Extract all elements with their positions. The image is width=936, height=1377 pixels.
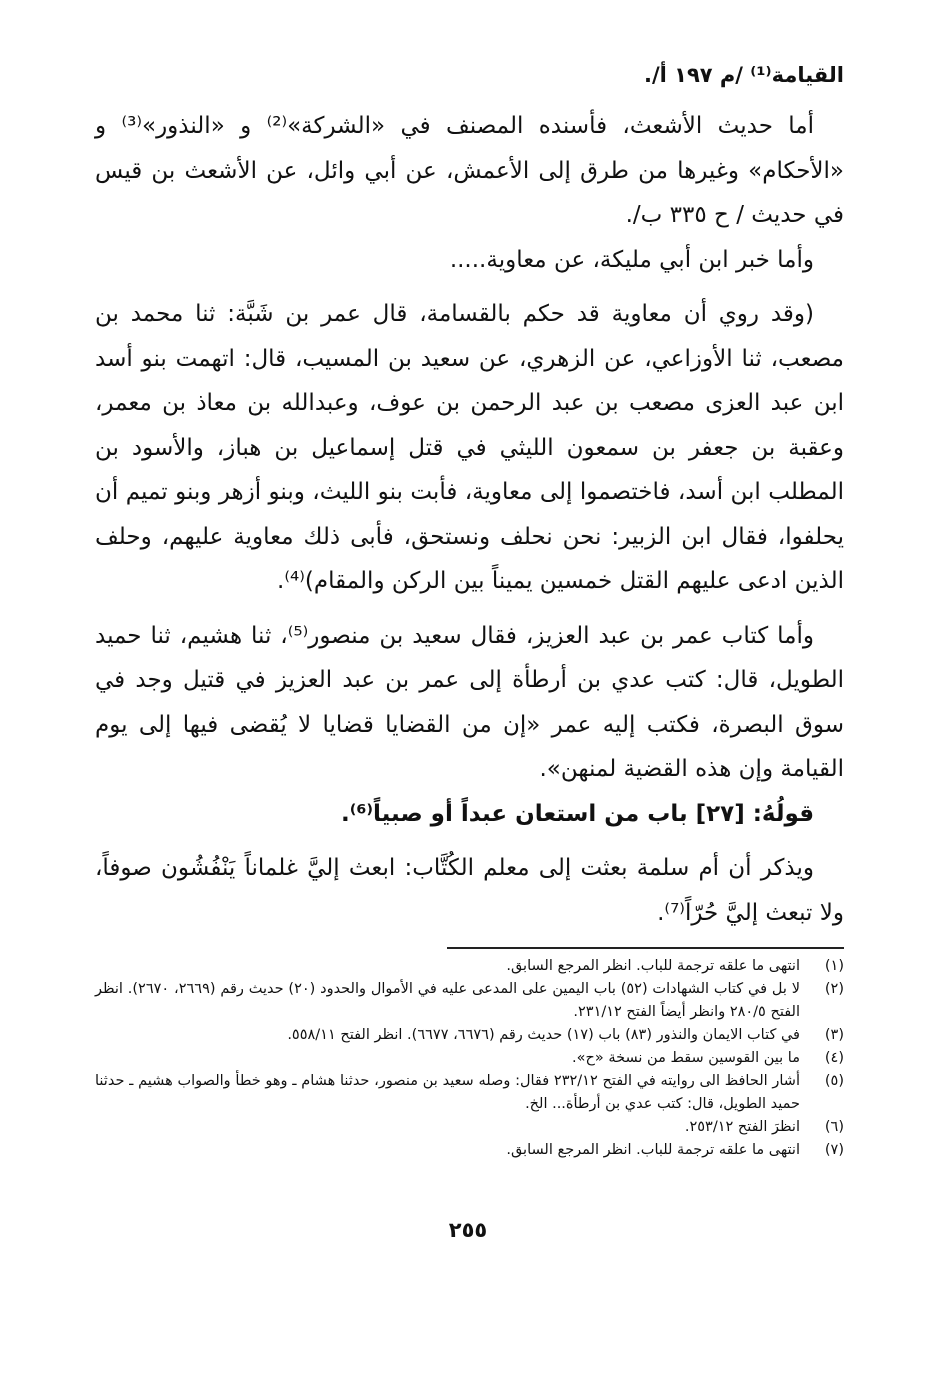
page-header: القيامة⁽¹⁾ /م ١٩٧ أ/. (643, 63, 844, 87)
footnote-text: انتهى ما علقه ترجمة للباب. انظر المرجع السابق. (506, 958, 800, 974)
footnote-text: في كتاب الايمان والنذور (٨٣) باب (١٧) حديث رقم (٦٦٧٦، ٦٦٧٧). انظر الفتح ٥٥٨/١١. (287, 1027, 800, 1043)
footnote-number: (٢) (824, 981, 844, 997)
footnote-1 (95, 955, 844, 978)
paragraph-umar-abdulaziz: وأما كتاب عمر بن عبد العزيز، فقال سعيد بن منصور⁽⁵⁾، ثنا هشيم، ثنا حميد الطويل، قال: كتب عدي بن أرطأة إلى عمر بن عبد العزيز في قتيل وجد في سوق البصرة، فكتب إليه عمر «إن من القضايا قضايا لا يُقضى فيها إلى يوم القيامة وإن هذه القضية لمنهن». (95, 622, 844, 782)
page-number: ٢٥٥ (448, 1218, 488, 1242)
footnote-5 (95, 1070, 844, 1116)
paragraph-umm-salama: ويذكر أن أم سلمة بعثت إلى معلم الكُتَّاب: ابعث إليَّ غلماناً يَنْفُشُون صوفاً، ولا تبعث إليَّ حُرّاً⁽⁷⁾. (95, 855, 844, 926)
footnote-number: (٦) (824, 1119, 844, 1135)
footnote-6 (95, 1116, 844, 1139)
paragraph-ibn-abi-mulaika: وأما خبر ابن أبي مليكة، عن معاوية..... (449, 246, 814, 273)
footnote-text: انتهى ما علقه ترجمة للباب. انظر المرجع السابق. (506, 1142, 800, 1158)
footnotes (95, 955, 844, 1162)
paragraph-ashath: أما حديث الأشعث، فأسنده المصنف في «الشركة»⁽²⁾ و «النذور»⁽³⁾ و «الأحكام» وغيرها من طرق إلى الأعمش، عن أبي وائل، عن الأشعث بن قيس في حديث / ح ٣٣٥ ب/. (95, 113, 844, 228)
footnote-number: (٥) (824, 1073, 844, 1089)
footnote-text: انظرَ الفتح ٢٥٣/١٢. (684, 1119, 800, 1135)
footnote-7 (95, 1139, 844, 1162)
footnote-2 (95, 978, 844, 1024)
footnote-4 (95, 1047, 844, 1070)
footnote-text: لا بل في كتاب الشهادات (٥٢) باب اليمين على المدعى عليه في الأموال والحدود (٢٠) حديث رقم (٢٦٦٩، ٢٦٧٠). انظر الفتح ٢٨٠/٥ وانظر أيضاً الفتح ٢٣١/١٢. (95, 981, 800, 1020)
footnote-number: (٣) (824, 1027, 844, 1043)
footnote-separator (447, 947, 844, 949)
footnote-number: (٧) (824, 1142, 844, 1158)
footnote-number: (٤) (824, 1050, 844, 1066)
footnote-number: (١) (824, 958, 844, 974)
main-text (95, 56, 844, 935)
footnote-text: ما بين القوسين سقط من نسخة «ح». (572, 1050, 800, 1066)
footnote-3 (95, 1024, 844, 1047)
footnote-text: أشار الحافظ الى روايته في الفتح ٢٣٢/١٢ فقال: وصله سعيد بن منصور، حدثنا هشام ـ وهو خطأ والصواب هشيم ـ حدثنا حميد الطويل، قال: كتب عدي بن أرطأة... الخ. (95, 1073, 800, 1112)
paragraph-muawiya-qasama: (وقد روي أن معاوية قد حكم بالقسامة، قال عمر بن شَبَّة: ثنا محمد بن مصعب، ثنا الأوزاعي، عن الزهري، عن سعيد بن المسيب، قال: اتهمت بنو أسد ابن عبد العزى مصعب بن عبد الرحمن بن عوف، وعبدالله بن معاذ بن معمر، وعقبة بن جعفر بن سمعون الليثي في قتل إسماعيل بن هباز، والأسود بن المطلب ابن أسد، فاختصموا إلى معاوية، فأبت بنو الليث، وبنو أزهر وبنو تميم أن يحلفوا، فقال ابن الزبير: نحن نحلف ونستحق، فأبى ذلك معاوية عليهم، وحلف الذين ادعى عليهم القتل خمسين يميناً بين الركن والمقام)⁽⁴⁾. (95, 301, 844, 594)
paragraph-bab-27: قولُهُ: [٢٧] باب من استعان عبداً أو صبياً⁽⁶⁾. (340, 800, 814, 827)
